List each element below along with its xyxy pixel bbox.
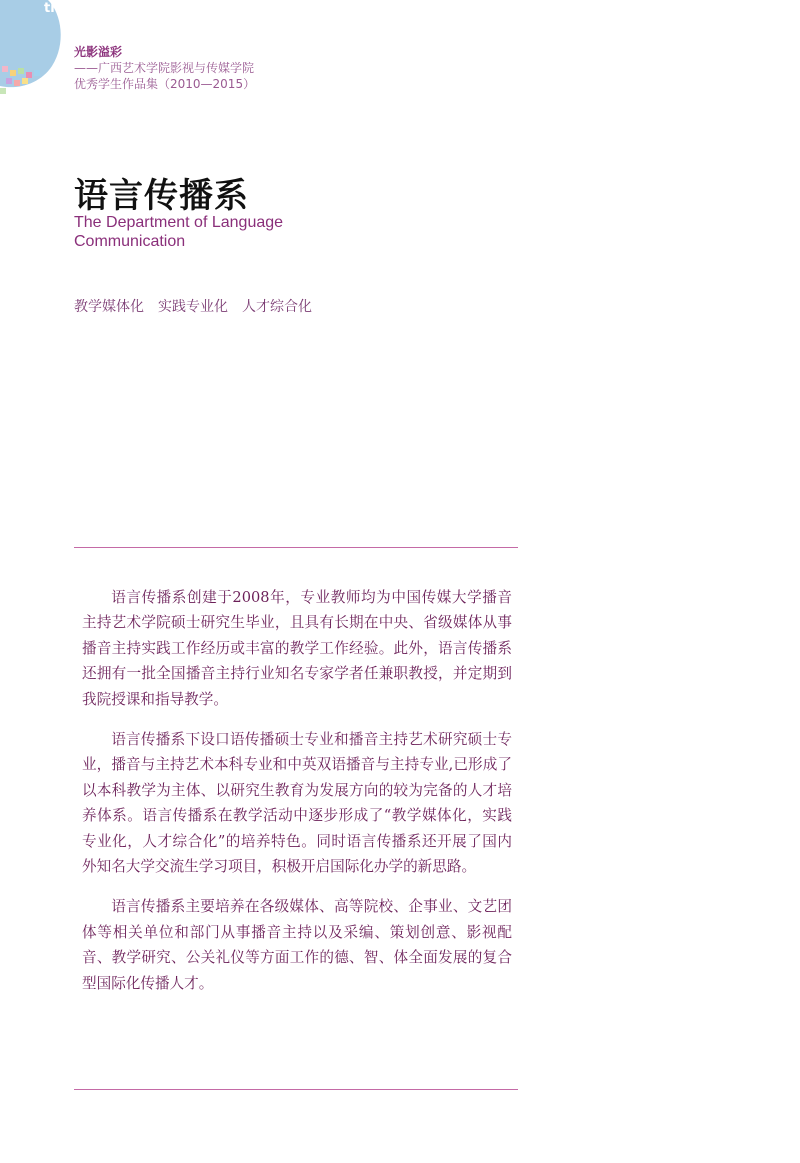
department-motto: 教学媒体化 实践专业化 人才综合化 — [74, 299, 312, 315]
series-header — [74, 44, 255, 92]
paragraph: 语言传播系创建于2008年，专业教师均为中国传媒大学播音主持艺术学院硕士研究生毕业，且具有长期在中央、省级媒体从事播音主持实践工作经历或丰富的教学工作经验。此外，语言传播系还拥有一批全国播音主持行业知名专家学者任兼职教授，并定期到我院授课和指导教学。 — [82, 589, 512, 708]
body-text — [82, 585, 512, 1011]
department-title: 语言传播系 — [74, 176, 249, 216]
series-collection: 优秀学生作品集（2010—2015） — [74, 77, 256, 91]
logo-graphic — [0, 0, 70, 100]
series-subtitle: ——广西艺术学院影视与传媒学院 — [74, 61, 255, 75]
department-english-title: The Department of Language Communication — [74, 214, 284, 250]
paragraph: 语言传播系下设口语传播硕士专业和播音主持艺术研究硕士专业，播音与主持艺术本科专业和中英双语播音与主持专业,已形成了以本科教学为主体、以研究生教育为发展方向的较为完备的人才培养体系。语言传播系在教学活动中逐步形成了“教学媒体化，实践专业化，人才综合化”的培养特色。同时语言传播系还开展了国内外知名大学交流生学习项目，积极开启国际化办学的新思路。 — [82, 731, 512, 876]
divider-top — [74, 547, 518, 548]
series-title: 光影溢彩 — [74, 45, 123, 59]
paragraph: 语言传播系主要培养在各级媒体、高等院校、企事业、文艺团体等相关单位和部门从事播音主持以及采编、策划创意、影视配音、教学研究、公关礼仪等方面工作的德、智、体全面发展的复合型国际化传播人才。 — [82, 898, 512, 992]
anniversary-logo — [0, 0, 70, 100]
logo-text: th — [44, 1, 60, 16]
divider-bottom — [74, 1089, 518, 1090]
